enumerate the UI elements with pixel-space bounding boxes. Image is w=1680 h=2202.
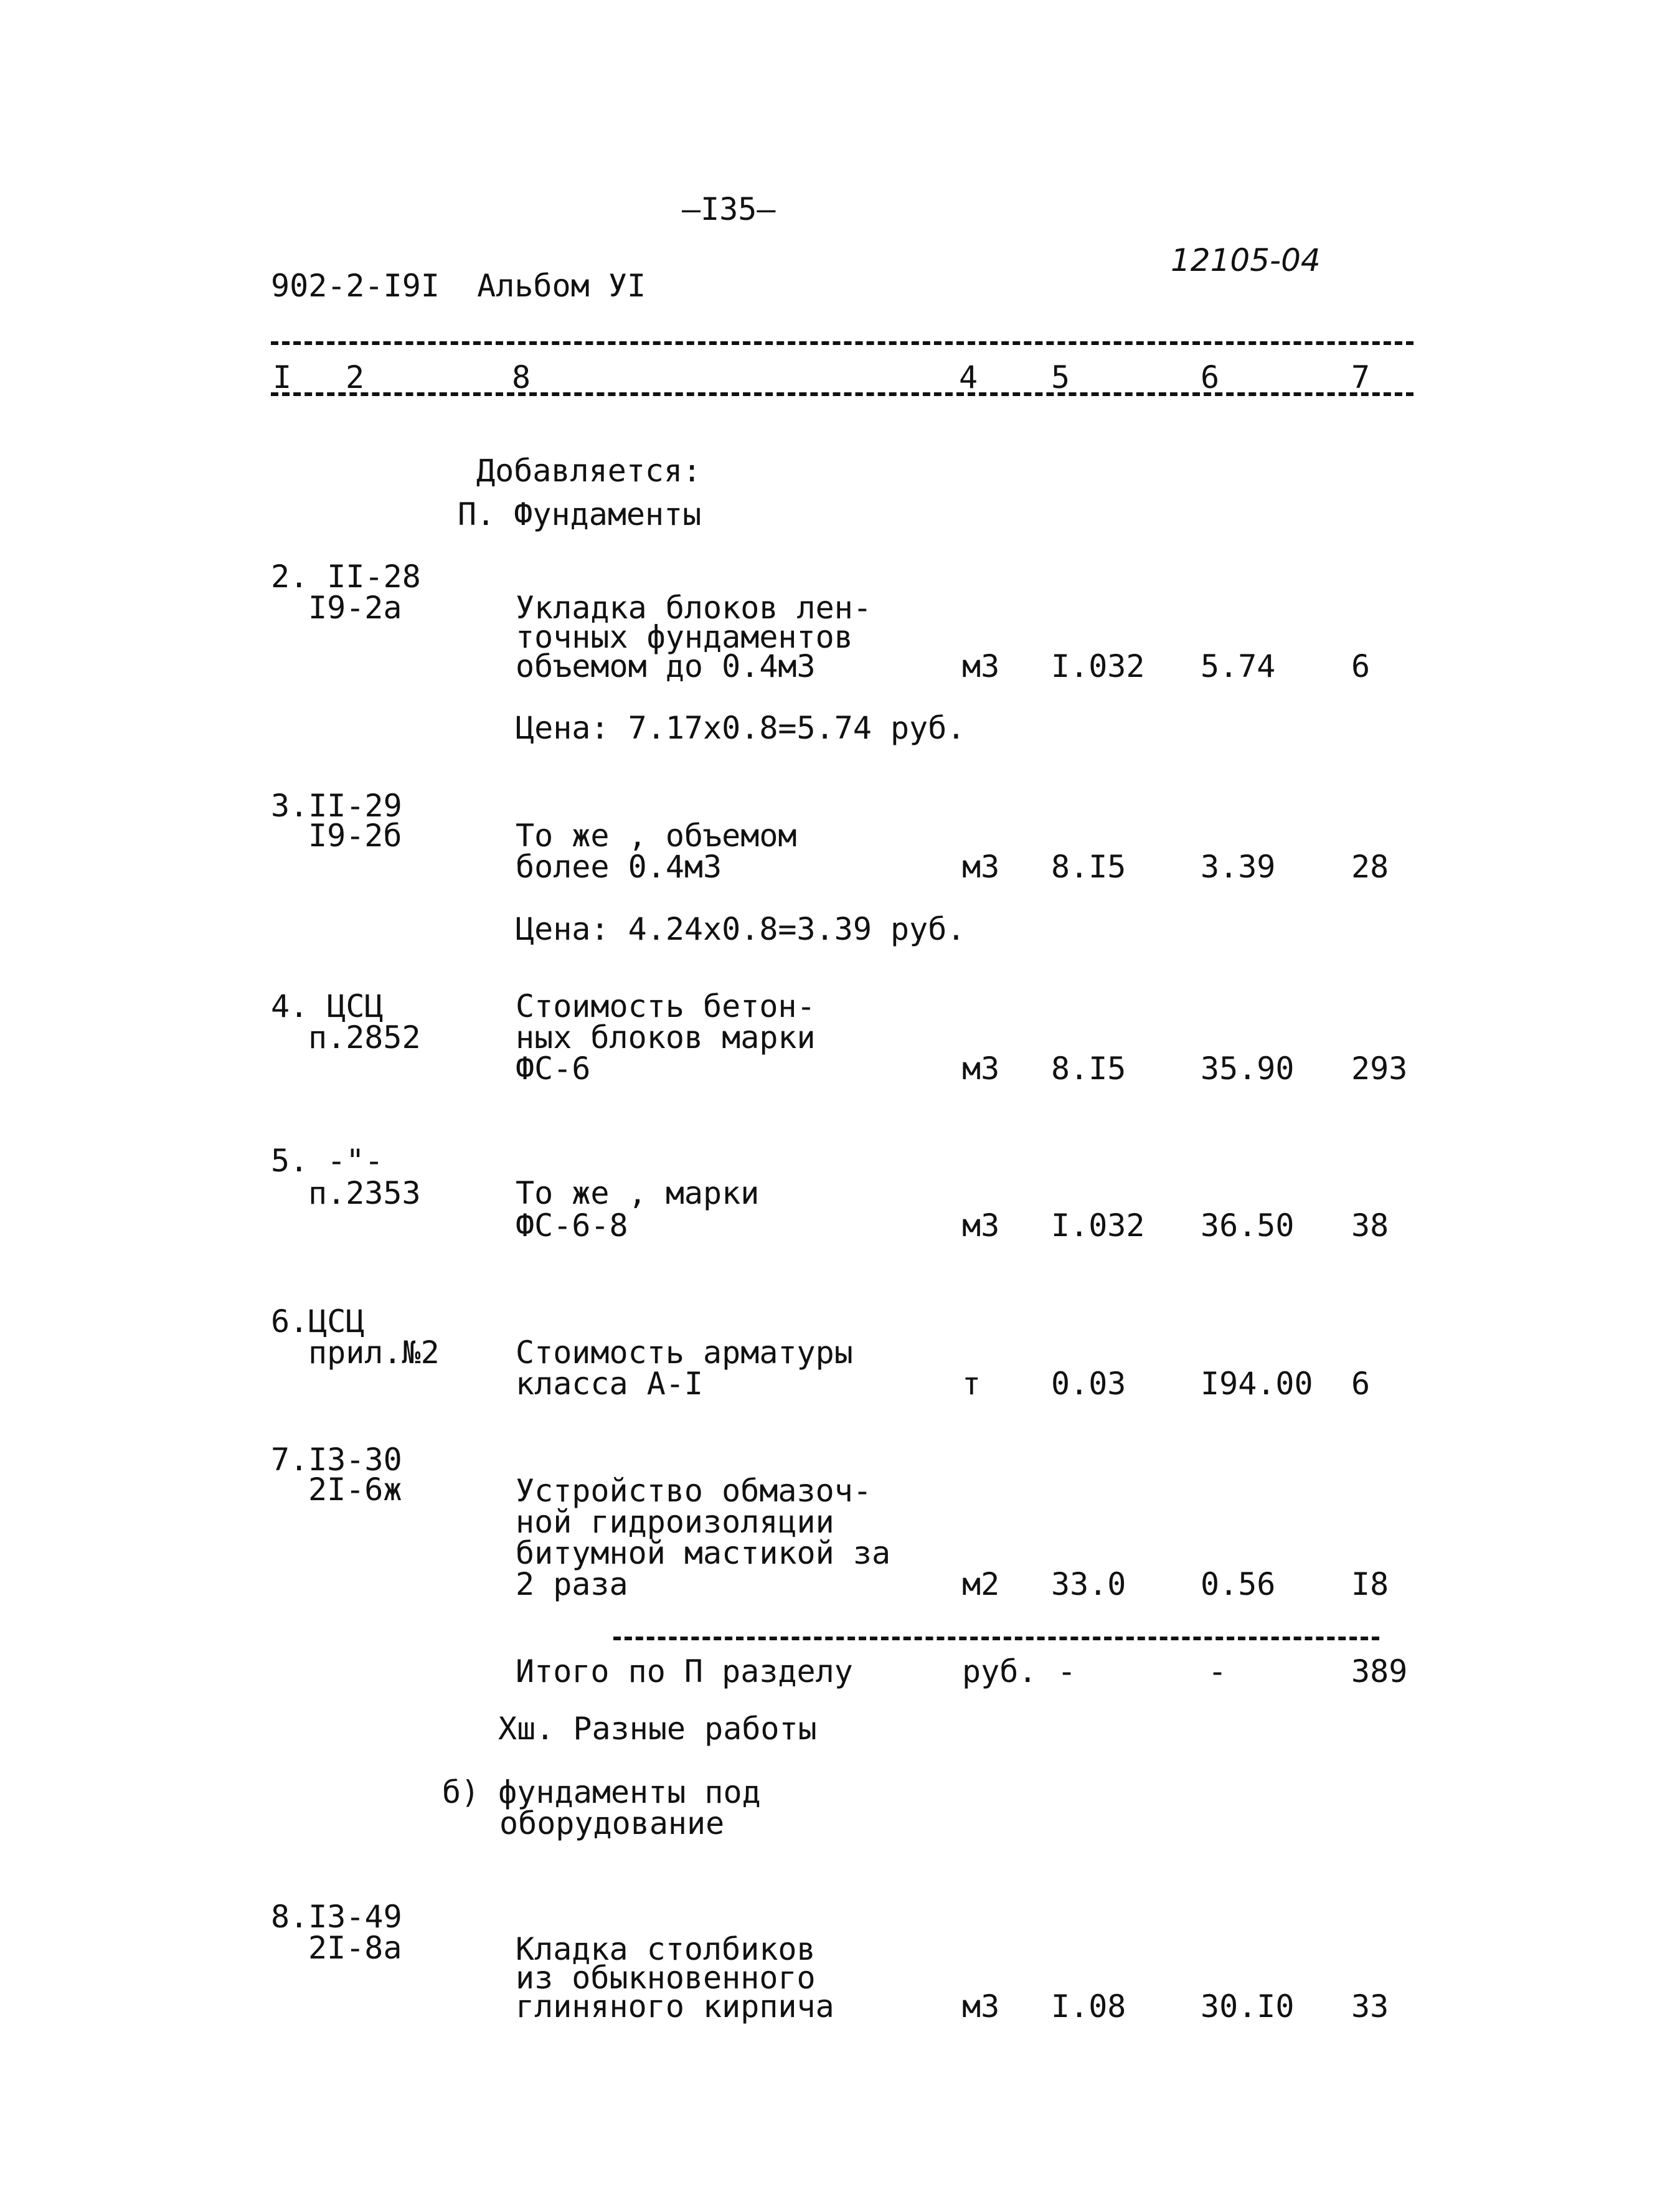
handwritten-code: 12105-04	[1171, 242, 1321, 278]
col-num-2: 2	[346, 359, 365, 395]
row-total: 6	[1351, 648, 1371, 684]
row-description: более 0.4м3	[516, 849, 722, 885]
row-price: 30.I0	[1201, 1988, 1295, 2025]
row-price-note: Цена: 7.17х0.8=5.74 руб.	[516, 710, 966, 746]
row-unit: м3	[962, 1207, 1000, 1244]
section-misc-works: Хш. Разные работы	[498, 1711, 817, 1747]
row-unit: м3	[962, 849, 1000, 885]
row-description: Стоимость бетон-	[516, 988, 816, 1024]
col-num-6: 6	[1201, 359, 1220, 395]
row-description: ФС-6	[516, 1051, 591, 1087]
row-description: класса А-I	[516, 1366, 704, 1402]
subtotal-price: -	[1208, 1653, 1227, 1689]
subtotal-rule	[613, 1637, 1379, 1640]
row-total: 38	[1351, 1207, 1389, 1244]
col-num-5: 5	[1051, 359, 1070, 395]
row-description: точных фундаментов	[516, 619, 853, 655]
row-code: I9-2а	[308, 590, 402, 626]
row-unit: м2	[962, 1566, 1000, 1602]
subsection-heading: оборудование	[499, 1805, 725, 1841]
header-top-rule	[271, 341, 1413, 345]
row-quantity: I.032	[1051, 648, 1145, 684]
row-quantity: 33.0	[1051, 1566, 1126, 1602]
row-code: п.2353	[308, 1175, 421, 1211]
subsection-heading: б) фундаменты под	[442, 1774, 761, 1810]
row-code: 8.I3-49	[271, 1899, 402, 1935]
document-header: 902-2-I9I Альбом УI	[271, 268, 646, 304]
row-code: 3.II-29	[271, 788, 402, 824]
row-unit: т	[962, 1366, 981, 1402]
row-code: п.2852	[308, 1019, 421, 1056]
row-description: Стоимость арматуры	[516, 1335, 853, 1371]
col-num-7: 7	[1351, 359, 1371, 395]
row-code: I9-2б	[308, 818, 402, 854]
row-price: I94.00	[1201, 1366, 1313, 1402]
row-code: прил.№2	[308, 1335, 440, 1371]
row-description: ФС-6-8	[516, 1207, 628, 1244]
row-code: 5. -"-	[271, 1143, 384, 1179]
row-price: 36.50	[1201, 1207, 1295, 1244]
row-price: 0.56	[1201, 1566, 1276, 1602]
row-price: 5.74	[1201, 648, 1276, 684]
subtotal-total: 389	[1351, 1653, 1408, 1689]
row-price: 3.39	[1201, 849, 1276, 885]
row-total: 6	[1351, 1366, 1371, 1402]
row-description: То же , объемом	[516, 818, 797, 854]
row-description: То же , марки	[516, 1175, 760, 1211]
row-unit: м3	[962, 1051, 1000, 1087]
section-foundations: П. Фундаменты	[458, 496, 702, 532]
subtotal-label: Итого по П разделу	[516, 1653, 853, 1689]
row-description: Устройство обмазоч-	[516, 1473, 872, 1509]
row-description: Укладка блоков лен-	[516, 590, 872, 626]
page-number: —I35—	[682, 191, 776, 227]
col-num-1: I	[273, 359, 292, 395]
row-code: 6.ЦСЦ	[271, 1303, 365, 1340]
row-total: 33	[1351, 1988, 1389, 2025]
row-total: I8	[1351, 1566, 1389, 1602]
row-unit: м3	[962, 1988, 1000, 2025]
row-quantity: 8.I5	[1051, 849, 1126, 885]
row-description: объемом до 0.4м3	[516, 648, 816, 684]
row-quantity: 8.I5	[1051, 1051, 1126, 1087]
row-total: 293	[1351, 1051, 1408, 1087]
row-description: ных блоков марки	[516, 1019, 816, 1056]
row-description: глиняного кирпича	[516, 1988, 834, 2025]
row-price: 35.90	[1201, 1051, 1295, 1087]
col-num-4: 4	[959, 359, 978, 395]
subtotal-unit: руб.	[962, 1653, 1037, 1689]
row-code: 7.I3-30	[271, 1442, 402, 1478]
header-bottom-rule	[271, 392, 1413, 396]
row-description: ной гидроизоляции	[516, 1504, 834, 1540]
row-code: 4. ЦСЦ	[271, 988, 384, 1024]
row-code: 2I-8а	[308, 1930, 402, 1966]
row-quantity: I.08	[1051, 1988, 1126, 2025]
row-code: 2I-6ж	[308, 1472, 402, 1508]
added-label: Добавляется:	[476, 453, 702, 489]
row-description: из обыкновенного	[516, 1960, 816, 1996]
row-total: 28	[1351, 849, 1389, 885]
row-price-note: Цена: 4.24х0.8=3.39 руб.	[516, 911, 966, 947]
row-description: 2 раза	[516, 1566, 628, 1602]
row-quantity: I.032	[1051, 1207, 1145, 1244]
col-num-3: 8	[512, 359, 531, 395]
row-unit: м3	[962, 648, 1000, 684]
row-quantity: 0.03	[1051, 1366, 1126, 1402]
row-description: Кладка столбиков	[516, 1931, 816, 1967]
subtotal-quantity: -	[1057, 1653, 1077, 1689]
row-description: битумной мастикой за	[516, 1535, 891, 1571]
row-code: 2. II-28	[271, 559, 421, 595]
